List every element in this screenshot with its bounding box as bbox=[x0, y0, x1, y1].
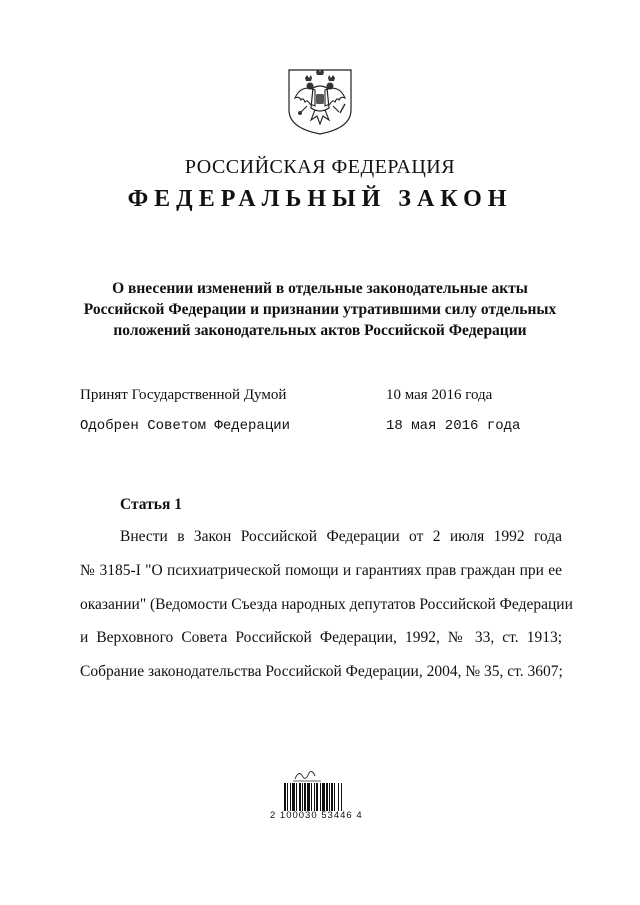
approved-by-council-label: Одобрен Советом Федерации bbox=[80, 418, 291, 434]
law-title bbox=[80, 278, 560, 341]
adopted-by-duma-date: 10 мая 2016 года bbox=[386, 387, 493, 403]
law-title-line: Российской Федерации и признании утратившими силу отдельных bbox=[83, 301, 557, 318]
article-text-line: оказании" (Ведомости Съезда народных депутатов Российской Федерации bbox=[80, 596, 573, 613]
russian-coat-of-arms-icon bbox=[285, 66, 355, 136]
article-text-line: Внести в Закон Российской Федерации от 2 июля 1992 года bbox=[120, 528, 562, 545]
article-text-line: № 3185-I "О психиатрической помощи и гарантиях прав граждан при ее bbox=[80, 562, 562, 579]
article-text-line: и Верховного Совета Российской Федерации, 1992, № 33, ст. 1913; bbox=[80, 629, 562, 646]
document-type: ФЕДЕРАЛЬНЫЙ ЗАКОН bbox=[127, 186, 513, 212]
article-heading: Статья 1 bbox=[120, 496, 182, 513]
barcode-number: 2 100030 53446 4 bbox=[270, 810, 363, 821]
article-text-line: Собрание законодательства Российской Федерации, 2004, № 35, ст. 3607; bbox=[80, 663, 563, 680]
law-title-line: положений законодательных актов Российской Федерации bbox=[113, 322, 527, 339]
adopted-by-duma-label: Принят Государственной Думой bbox=[80, 387, 287, 403]
approved-by-council-date: 18 мая 2016 года bbox=[386, 418, 521, 434]
law-title-line: О внесении изменений в отдельные законодательные акты bbox=[112, 280, 528, 297]
country-name: РОССИЙСКАЯ ФЕДЕРАЦИЯ bbox=[184, 156, 456, 178]
handwritten-mark-icon bbox=[293, 767, 321, 783]
barcode-icon bbox=[284, 783, 362, 811]
